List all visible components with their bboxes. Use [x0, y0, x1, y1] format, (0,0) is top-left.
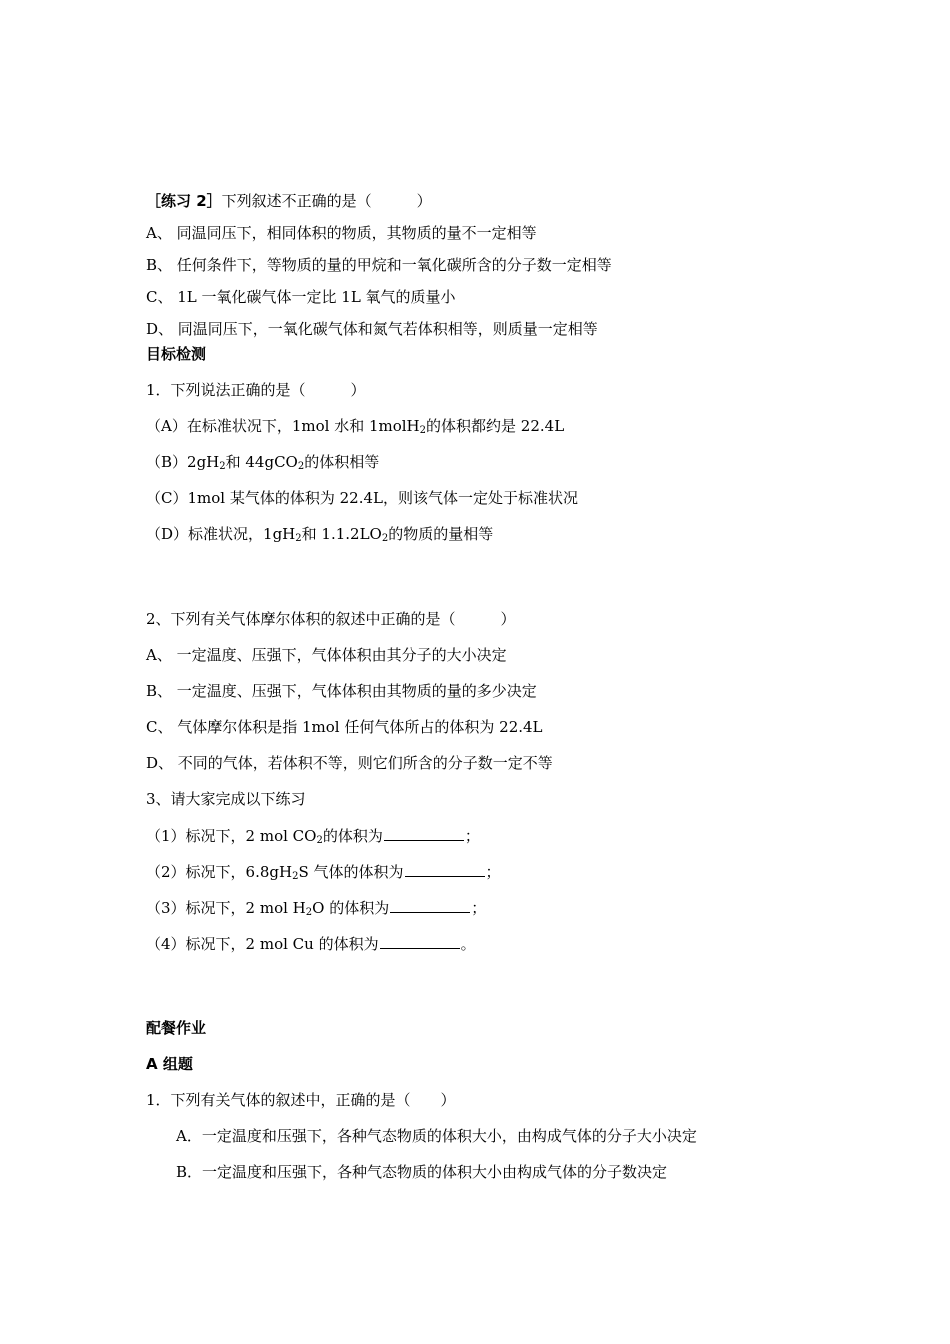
target-q1-option-a: （A）在标准状况下，1mol 水和 1molH$_2$的体积都约是 22.4L	[146, 417, 565, 436]
target-q1-option-c: （C）1mol 某气体的体积为 22.4L，则该气体一定处于标准状况	[146, 489, 578, 507]
target-q3-item-3: （3）标况下，2 mol $H_2O$ 的体积为 ；	[146, 899, 487, 918]
target-q2-stem: 2、下列有关气体摩尔体积的叙述中正确的是（ ）	[146, 610, 516, 628]
target-q2-option-d: D、 不同的气体，若体积不等，则它们所含的分子数一定不等	[146, 754, 553, 772]
practice2-question	[146, 191, 432, 211]
practice2-stem: 下列叙述不正确的是（ ）	[221, 192, 432, 210]
answer-blank[interactable]	[380, 933, 460, 949]
target-q2-option-b: B、 一定温度、压强下，气体体积由其物质的量的多少决定	[146, 682, 537, 700]
target-heading: 目标检测	[146, 345, 207, 363]
homework-q1-option-a: A．一定温度和压强下，各种气态物质的体积大小，由构成气体的分子大小决定	[176, 1127, 697, 1145]
target-q3-item-4: （4）标况下，2 mol Cu 的体积为 。	[146, 935, 476, 953]
target-q3-item-2: （2）标况下，$6.8gH_2S$ 气体的体积为 ；	[146, 863, 501, 882]
homework-heading: 配餐作业	[146, 1019, 207, 1037]
answer-blank[interactable]	[384, 825, 464, 841]
target-q2-option-a: A、 一定温度、压强下，气体体积由其分子的大小决定	[146, 646, 507, 664]
practice2-label: ［练习 2］	[146, 192, 222, 210]
practice2-option-c: C、 1L 一氧化碳气体一定比 1L 氧气的质量小	[146, 288, 456, 306]
practice2-option-d: D、 同温同压下，一氧化碳气体和氮气若体积相等，则质量一定相等	[146, 320, 598, 338]
target-q1-option-d: （D）标准状况，$1gH_2$和 $1.1.2LO_2$的物质的量相等	[146, 525, 494, 544]
practice2-option-b: B、 任何条件下，等物质的量的甲烷和一氧化碳所含的分子数一定相等	[146, 256, 612, 274]
homework-q1-stem: 1．下列有关气体的叙述中，正确的是（ ）	[146, 1091, 456, 1109]
target-q1-stem: 1．下列说法正确的是（ ）	[146, 381, 366, 399]
answer-blank[interactable]	[390, 897, 470, 913]
target-q3-stem: 3、请大家完成以下练习	[146, 790, 306, 808]
homework-group: A 组题	[146, 1055, 193, 1073]
target-q1-option-b: $(B)2gH_2$和 44gCO$_2$的体积相等	[146, 453, 380, 472]
answer-blank[interactable]	[405, 861, 485, 877]
target-q3-item-1: （1）标况下，2 mol $CO_2$的体积为 ；	[146, 827, 480, 846]
practice2-option-a: A、 同温同压下，相同体积的物质，其物质的量不一定相等	[146, 224, 537, 242]
target-q2-option-c: C、 气体摩尔体积是指 1mol 任何气体所占的体积为 22.4L	[146, 718, 543, 736]
homework-q1-option-b: B．一定温度和压强下，各种气态物质的体积大小由构成气体的分子数决定	[176, 1163, 668, 1181]
